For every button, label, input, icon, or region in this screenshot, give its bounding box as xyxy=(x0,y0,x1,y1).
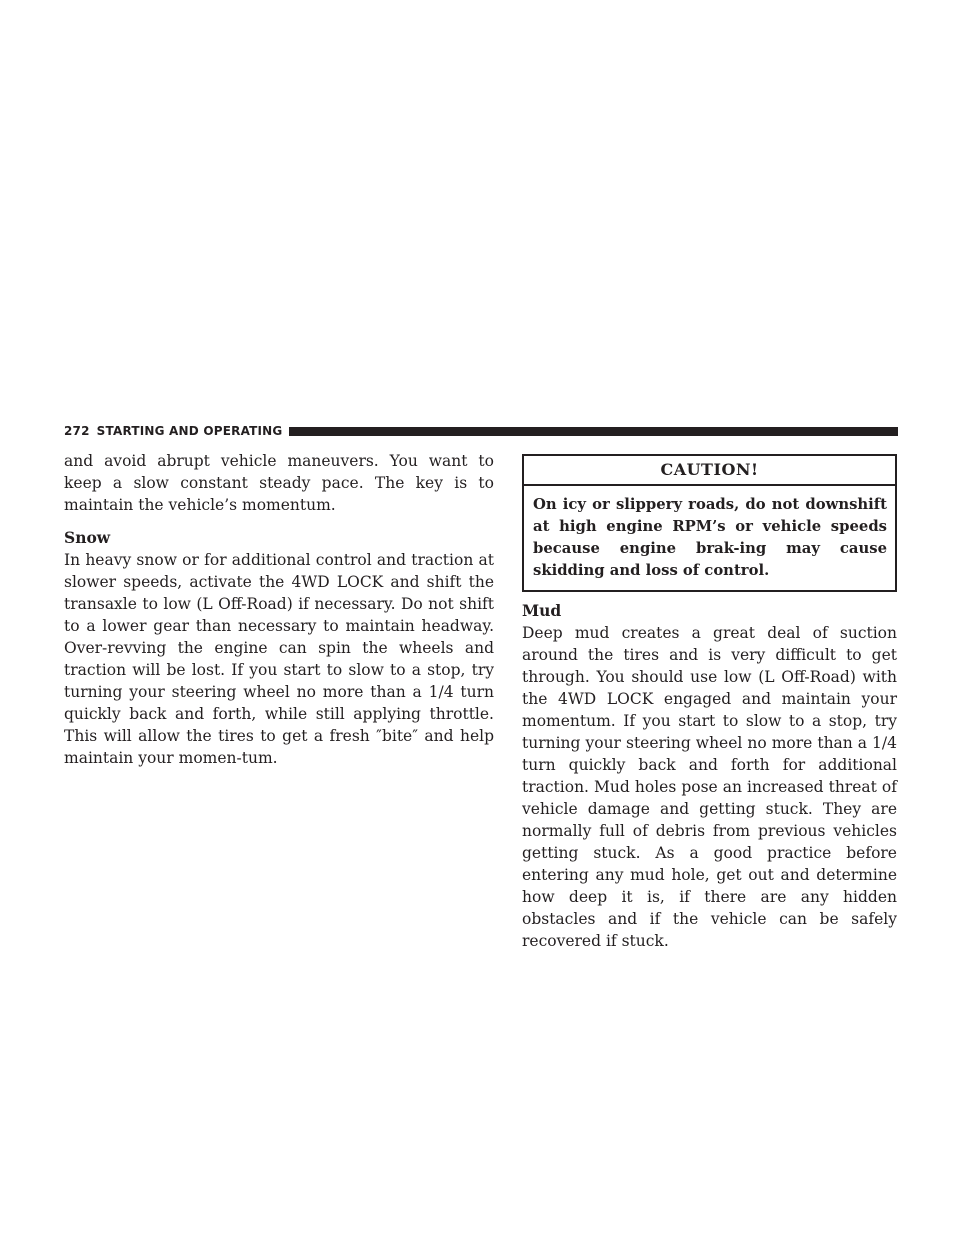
mud-heading: Mud xyxy=(522,601,562,620)
caution-box xyxy=(522,454,897,592)
page-number: 272 xyxy=(64,424,90,438)
page-header xyxy=(64,424,898,438)
section-title: STARTING AND OPERATING xyxy=(96,424,283,438)
mud-paragraph: Deep mud creates a great deal of suction around the tires and is very difficult to get through. You should use low (L Off-Road) with the 4WD LOCK engaged and maintain your momentum. If you start to slow to a stop, try turning your steering wheel no more than a 1/4 turn quickly back and forth for additional traction. Mud holes pose an increased threat of vehicle damage and getting stuck. They are normally full of debris from previous vehicles getting stuck. As a good practice before entering any mud hole, get out and determine how deep it is, if there are any hidden obstacles and if the vehicle can be safely recovered if stuck. xyxy=(522,624,897,950)
header-rule xyxy=(289,427,898,436)
mud-section xyxy=(522,600,897,952)
right-column xyxy=(522,454,897,952)
snow-heading: Snow xyxy=(64,528,111,547)
snow-paragraph: In heavy snow or for additional control and traction at slower speeds, activate the 4WD LOCK and shift the transaxle to low (L Off-Road) if necessary. Do not shift to a lower gear than necessary to maintain headway. Over-revving the engine can spin the wheels and traction will be lost. If you start to slow to a stop, try turning your steering wheel no more than a 1/4 turn quickly back and forth, while still applying throttle. This will allow the tires to get a fresh ″bite″ and help maintain your momen-tum. xyxy=(64,551,494,767)
left-column xyxy=(64,450,494,769)
intro-paragraph: and avoid abrupt vehicle maneuvers. You want to keep a slow constant steady pace. The key is to maintain the vehicle’s momentum. xyxy=(64,452,494,514)
caution-text: On icy or slippery roads, do not downshift at high engine RPM’s or vehicle speeds because engine brak-ing may cause skidding and loss of control. xyxy=(533,496,887,579)
caution-title: CAUTION! xyxy=(524,456,895,486)
